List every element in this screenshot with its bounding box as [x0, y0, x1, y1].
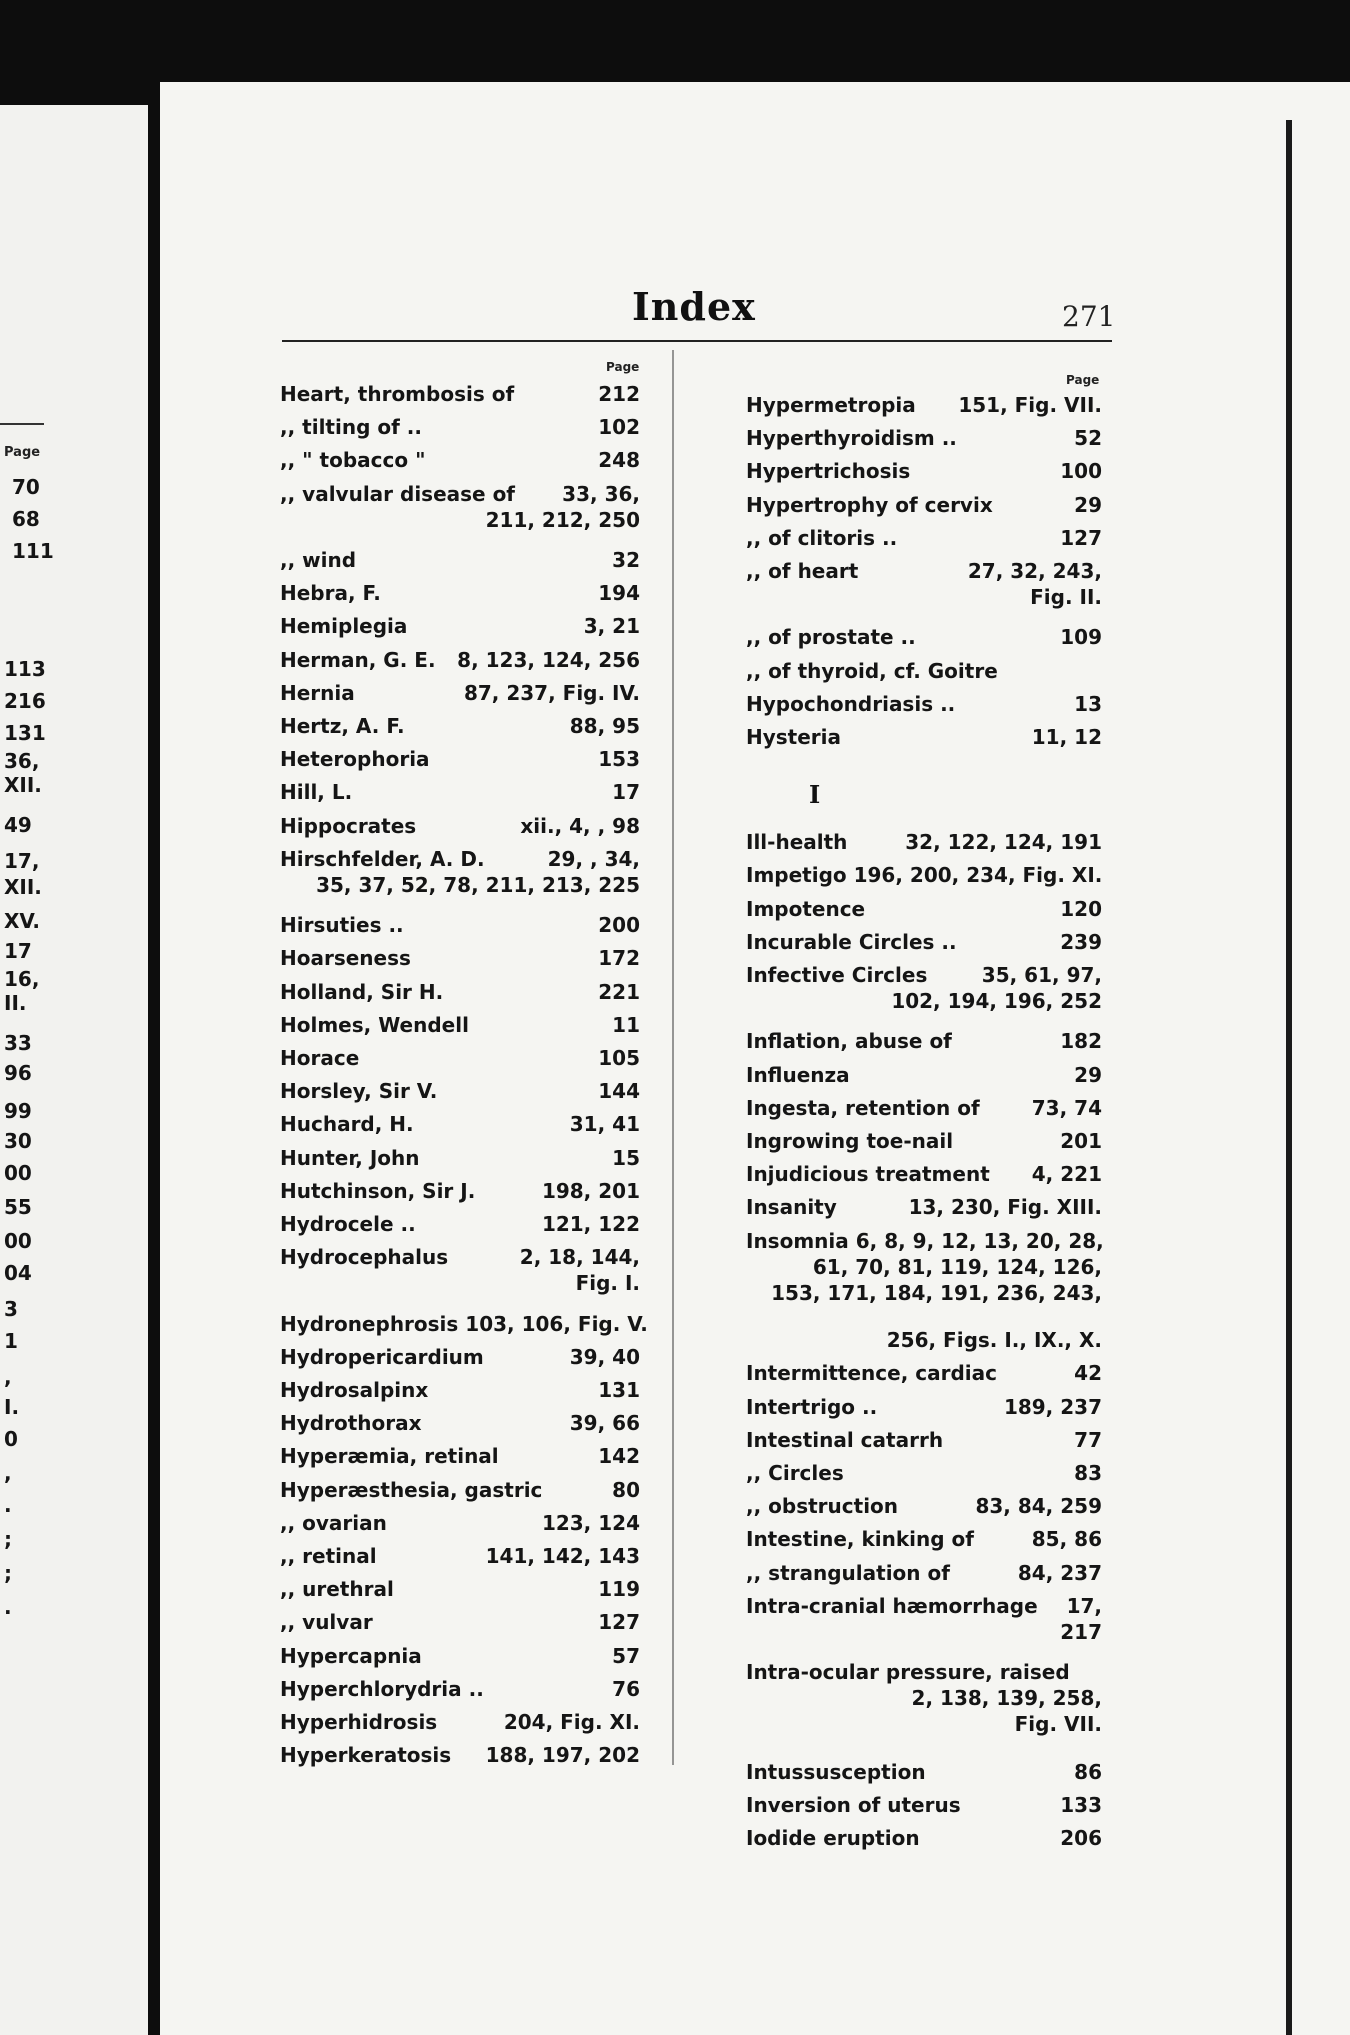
index-page-refs: 73, 74: [1031, 1095, 1102, 1120]
index-entry: [746, 1494, 1102, 1518]
left-page-fragment-text: 68: [12, 507, 40, 531]
index-page-refs: 4, 221: [1031, 1162, 1102, 1187]
index-entry: [280, 1411, 640, 1435]
index-entry: [280, 747, 640, 771]
index-term: Impotence: [746, 896, 866, 921]
index-page-refs: 198, 201: [541, 1178, 640, 1203]
index-page-refs: 86: [1074, 1759, 1102, 1784]
index-term: Ill-health: [746, 830, 848, 855]
index-page-refs: 85, 86: [1031, 1527, 1102, 1552]
index-entry: [280, 1179, 640, 1203]
index-entry: [746, 930, 1102, 954]
index-page-refs: 32, 122, 124, 191: [905, 830, 1102, 855]
index-term: Hebra, F.: [280, 581, 381, 606]
index-entry: [280, 1345, 640, 1369]
index-page-refs: 221: [598, 979, 640, 1004]
index-page-refs: 27, 32, 243,: [967, 559, 1102, 583]
left-page-fragment-text: 216: [4, 689, 46, 713]
index-page-refs: 121, 122: [541, 1212, 640, 1236]
left-page-fragment-text: .: [4, 1493, 12, 1517]
index-term: ,, of heart: [746, 559, 859, 583]
index-term: Iodide eruption: [746, 1826, 920, 1851]
index-page-refs: 83: [1074, 1461, 1102, 1485]
left-page-fragment-text: .: [4, 1595, 12, 1619]
head-rule: [282, 340, 1112, 342]
index-entry: [746, 426, 1102, 450]
index-entry: [746, 1660, 1102, 1737]
index-page-refs: 109: [1060, 625, 1102, 650]
index-entry: [746, 897, 1102, 921]
index-entry: [280, 980, 640, 1004]
index-term: ,, tilting of ..: [280, 415, 422, 440]
index-page-refs: 200: [598, 913, 640, 938]
index-term: Hydrosalpinx: [280, 1378, 429, 1402]
index-page-refs: 80: [612, 1477, 640, 1502]
index-entry: [746, 1561, 1102, 1585]
index-entry: [746, 459, 1102, 483]
index-refs-continued: 61, 70, 81, 119, 124, 126,: [812, 1254, 1102, 1279]
left-page-fragment-text: II.: [4, 991, 27, 1015]
left-page-fragment-text: 30: [4, 1129, 32, 1153]
index-term: ,, of thyroid, cf. Goitre: [746, 658, 998, 683]
index-entry: [280, 1743, 640, 1767]
index-page-refs: 29: [1074, 492, 1102, 517]
index-entry: [746, 1328, 1102, 1352]
index-term: Hypermetropia: [746, 393, 916, 417]
index-entry: [280, 1577, 640, 1601]
left-page-fragment-text: XV.: [4, 909, 40, 933]
index-entry: [746, 692, 1102, 716]
index-page-refs: 144: [598, 1079, 640, 1104]
index-term: Hypertrichosis: [746, 459, 911, 484]
index-page-refs: 17,: [1066, 1593, 1102, 1618]
index-entry: [280, 1478, 640, 1502]
index-page-refs: 123, 124: [541, 1510, 640, 1535]
index-refs-continued: 35, 37, 52, 78, 211, 213, 225: [316, 872, 640, 897]
index-entry: [746, 1793, 1102, 1817]
index-entry: [746, 1063, 1102, 1087]
index-entry: [280, 780, 640, 804]
index-page-refs: 42: [1074, 1361, 1102, 1386]
left-page-fragment: [0, 105, 148, 2035]
index-term: Infective Circles: [746, 963, 928, 987]
left-page-fragment-text: ;: [4, 1561, 12, 1585]
left-column-page-label: Page: [606, 360, 640, 374]
index-page-refs: 153: [598, 747, 640, 772]
index-page-refs: 77: [1074, 1427, 1102, 1452]
index-page-refs: 8, 123, 124, 256: [457, 647, 640, 672]
index-page-refs: 17: [612, 780, 640, 805]
index-entry: [280, 1079, 640, 1103]
index-entry: [746, 1228, 1104, 1305]
left-page-fragment-text: 113: [4, 657, 46, 681]
index-page-refs: 212: [598, 382, 640, 406]
index-refs-continued: 102, 194, 196, 252: [891, 989, 1102, 1013]
index-page-refs: 256, Figs. I., IX., X.: [886, 1328, 1102, 1353]
index-term: Huchard, H.: [280, 1112, 414, 1137]
index-term: Holmes, Wendell: [280, 1012, 469, 1037]
index-term: Heterophoria: [280, 747, 430, 772]
left-page-fragment-text: 49: [4, 813, 32, 837]
index-page-refs: 29, , 34,: [547, 846, 640, 871]
left-page-fragment-text: 3: [4, 1297, 18, 1321]
index-page-refs: 151, Fig. VII.: [958, 393, 1102, 417]
index-entry: [280, 548, 640, 572]
index-page-refs: 32: [612, 548, 640, 572]
left-page-fragment-text: 17: [4, 939, 32, 963]
page-gutter-shadow: [1286, 120, 1292, 2035]
index-entry: [280, 1046, 640, 1070]
index-entry: [280, 913, 640, 937]
index-entry: [746, 1162, 1102, 1186]
index-page-refs: 141, 142, 143: [485, 1544, 640, 1568]
index-entry: [280, 846, 640, 897]
left-page-fragment-text: 04: [4, 1261, 32, 1285]
index-term: Hill, L.: [280, 780, 353, 805]
index-term: ,, strangulation of: [746, 1560, 950, 1585]
index-entry: [746, 393, 1102, 417]
index-term: Hypertrophy of cervix: [746, 492, 993, 517]
index-entry: [746, 1361, 1102, 1385]
index-entry: [280, 614, 640, 638]
index-page-refs: 29: [1074, 1062, 1102, 1087]
index-page-refs: 206: [1060, 1826, 1102, 1851]
index-page-refs: 13, 230, Fig. XIII.: [908, 1195, 1102, 1220]
index-term: Insomnia 6, 8, 9, 12, 13, 20, 28,: [746, 1228, 1104, 1253]
index-entry: [280, 1112, 640, 1136]
index-term: Hippocrates: [280, 813, 417, 838]
index-page-refs: 13: [1074, 691, 1102, 716]
index-page-refs: 127: [598, 1610, 640, 1635]
index-refs-continued: 211, 212, 250: [485, 507, 640, 532]
index-entry: [746, 1395, 1102, 1419]
left-page-label: Page: [4, 445, 41, 460]
index-page-refs: 133: [1060, 1793, 1102, 1817]
index-entry: [280, 1710, 640, 1734]
index-entry: [280, 481, 640, 532]
index-page-refs: 52: [1074, 426, 1102, 451]
index-term: Hyperæmia, retinal: [280, 1444, 499, 1469]
running-head: Index: [632, 284, 756, 329]
left-page-fragment-text: 70: [12, 475, 40, 499]
index-entry: [746, 1461, 1102, 1485]
index-entry: [746, 1129, 1102, 1153]
index-entry: [746, 1593, 1102, 1644]
index-page-refs: 100: [1060, 459, 1102, 484]
index-term: Holland, Sir H.: [280, 979, 444, 1004]
index-term: Influenza: [746, 1062, 850, 1087]
index-term: Hirschfelder, A. D.: [280, 846, 485, 871]
index-term: ,, valvular disease of: [280, 481, 516, 506]
index-refs-continued: 217: [1060, 1619, 1102, 1644]
index-term: ,, of clitoris ..: [746, 525, 898, 550]
left-page-fragment-text: XII.: [4, 773, 42, 797]
index-term: Hysteria: [746, 725, 842, 749]
index-term: Hydrocele ..: [280, 1212, 416, 1236]
index-entry: [280, 1378, 640, 1402]
index-term: Impetigo 196, 200, 234, Fig. XI.: [746, 863, 1103, 888]
index-term: Inflation, abuse of: [746, 1029, 952, 1054]
index-page-refs: 31, 41: [569, 1112, 640, 1137]
index-term: Ingrowing toe-nail: [746, 1129, 954, 1153]
index-term: Hoarseness: [280, 946, 411, 971]
index-entry: [280, 448, 640, 472]
index-entry: [280, 1544, 640, 1568]
index-entry: [280, 1511, 640, 1535]
index-term: Hyperchlorydria ..: [280, 1676, 484, 1701]
index-page-refs: 88, 95: [569, 714, 640, 738]
index-page-refs: 76: [612, 1676, 640, 1701]
index-page-refs: 39, 66: [569, 1411, 640, 1436]
index-page-refs: 39, 40: [569, 1344, 640, 1369]
index-refs-continued: 153, 171, 184, 191, 236, 243,: [771, 1280, 1102, 1305]
index-term: Ingesta, retention of: [746, 1095, 980, 1120]
index-page-refs: 201: [1060, 1129, 1102, 1153]
index-refs-continued: Fig. I.: [575, 1271, 640, 1296]
index-entry: [280, 1444, 640, 1468]
index-term: Intertrigo ..: [746, 1394, 878, 1419]
index-entry: [746, 1428, 1102, 1452]
left-page-fragment-text: 1: [4, 1329, 18, 1353]
index-term: Hertz, A. F.: [280, 714, 405, 738]
index-page-refs: 239: [1060, 929, 1102, 954]
index-term: ,, ovarian: [280, 1510, 387, 1535]
left-page-fragment-text: I.: [4, 1395, 20, 1419]
index-term: Hemiplegia: [280, 614, 408, 639]
index-entry: [746, 725, 1102, 749]
left-page-fragment-text: 00: [4, 1229, 32, 1253]
index-entry: [280, 1644, 640, 1668]
index-term: Hirsuties ..: [280, 913, 404, 938]
index-entry: [746, 1527, 1102, 1551]
index-page-refs: 204, Fig. XI.: [503, 1710, 640, 1734]
index-entry: [280, 382, 640, 406]
index-entry: [746, 625, 1102, 649]
index-entry: [746, 863, 1102, 887]
left-page-fragment-text: 0: [4, 1427, 18, 1451]
left-page-fragment-text: 99: [4, 1099, 32, 1123]
right-column-page-label: Page: [1066, 373, 1100, 387]
index-term: Hypercapnia: [280, 1643, 422, 1668]
index-term: ,, obstruction: [746, 1494, 899, 1519]
index-term: Intestine, kinking of: [746, 1527, 974, 1552]
index-term: Inversion of uterus: [746, 1793, 961, 1817]
index-page-refs: 119: [598, 1577, 640, 1602]
index-page-refs: 87, 237, Fig. IV.: [463, 680, 640, 705]
index-page-refs: xii., 4, , 98: [520, 813, 640, 838]
index-entry: [280, 814, 640, 838]
section-letter: I: [809, 780, 821, 809]
left-page-fragment-text: 33: [4, 1031, 32, 1055]
index-entry: [746, 659, 1102, 683]
index-page-refs: 11, 12: [1031, 725, 1102, 749]
index-entry: [280, 1212, 640, 1236]
left-page-fragment-text: 111: [12, 539, 54, 563]
left-head-rule: [0, 423, 44, 425]
index-entry: [746, 526, 1102, 550]
column-divider: [672, 350, 674, 1765]
index-term: Horsley, Sir V.: [280, 1079, 438, 1104]
index-page-refs: 172: [598, 946, 640, 971]
index-entry: [280, 1677, 640, 1701]
index-entry: [280, 1311, 648, 1336]
index-page-refs: 142: [598, 1444, 640, 1469]
index-term: ,, Circles: [746, 1461, 844, 1485]
index-entry: [280, 581, 640, 605]
index-term: Intermittence, cardiac: [746, 1361, 998, 1386]
left-page-fragment-text: 00: [4, 1161, 32, 1185]
index-entry: [746, 1195, 1102, 1219]
index-page-refs: 105: [598, 1046, 640, 1070]
index-term: Herman, G. E.: [280, 647, 436, 672]
index-term: ,, urethral: [280, 1577, 394, 1602]
index-page-refs: 35, 61, 97,: [981, 963, 1102, 987]
index-page-refs: 127: [1060, 525, 1102, 550]
index-page-refs: 194: [598, 581, 640, 606]
index-entry: [280, 714, 640, 738]
index-term: Incurable Circles ..: [746, 929, 957, 954]
index-page-refs: 131: [598, 1378, 640, 1402]
index-entry: [746, 559, 1102, 609]
index-term: Hydronephrosis 103, 106, Fig. V.: [280, 1311, 648, 1336]
index-term: Horace: [280, 1046, 360, 1070]
index-entry: [746, 830, 1102, 854]
index-page-refs: 3, 21: [583, 614, 640, 639]
index-page-refs: 2, 18, 144,: [519, 1245, 640, 1270]
left-page-fragment-text: XII.: [4, 875, 42, 899]
index-entry: [746, 1760, 1102, 1784]
index-page-refs: 84, 237: [1017, 1560, 1102, 1585]
index-entry: [280, 1245, 640, 1296]
index-page-refs: 33, 36,: [562, 481, 640, 506]
index-entry: [280, 681, 640, 705]
page-number: 271: [1062, 300, 1116, 333]
index-term: Hyperkeratosis: [280, 1743, 452, 1768]
left-page-fragment-text: 131: [4, 721, 46, 745]
index-page-refs: 120: [1060, 896, 1102, 921]
index-page-refs: 15: [612, 1145, 640, 1170]
index-term: Intra-cranial hæmorrhage: [746, 1593, 1038, 1618]
index-term: Hyperæsthesia, gastric: [280, 1477, 543, 1502]
index-term: ,, of prostate ..: [746, 625, 916, 650]
index-entry: [746, 493, 1102, 517]
index-term: Intestinal catarrh: [746, 1427, 944, 1452]
index-term: Heart, thrombosis of: [280, 382, 515, 406]
index-term: ,, wind: [280, 548, 357, 572]
left-page-fragment-text: ;: [4, 1527, 12, 1551]
index-page-refs: 102: [598, 415, 640, 440]
index-term: Hyperhidrosis: [280, 1710, 438, 1734]
index-term: Hydrothorax: [280, 1411, 422, 1436]
index-term: Injudicious treatment: [746, 1162, 990, 1187]
index-term: Hutchinson, Sir J.: [280, 1178, 476, 1203]
index-entry: [280, 1146, 640, 1170]
left-page-fragment-text: ,: [4, 1365, 12, 1389]
index-page-refs: 57: [612, 1643, 640, 1668]
index-term: Hydropericardium: [280, 1344, 484, 1369]
left-page-fragment-text: 36,: [4, 749, 40, 773]
index-page-refs: 188, 197, 202: [485, 1743, 640, 1768]
index-entry: [280, 415, 640, 439]
index-term: Hydrocephalus: [280, 1245, 449, 1270]
index-term: Insanity: [746, 1195, 837, 1220]
index-entry: [746, 1029, 1102, 1053]
index-term: Hernia: [280, 680, 355, 705]
left-page-fragment-text: 17,: [4, 849, 40, 873]
index-page-refs: 189, 237: [1003, 1394, 1102, 1419]
index-entry: [746, 963, 1102, 1013]
index-entry: [746, 1826, 1102, 1850]
index-entry: [280, 1610, 640, 1634]
index-term: Hunter, John: [280, 1145, 420, 1170]
index-term: ,, retinal: [280, 1544, 377, 1568]
left-page-fragment-text: 55: [4, 1195, 32, 1219]
index-page-refs: 248: [598, 448, 640, 473]
index-refs-continued: 2, 138, 139, 258,: [911, 1686, 1102, 1711]
index-term: ,, " tobacco ": [280, 448, 426, 473]
index-refs-continued: Fig. VII.: [1014, 1712, 1102, 1737]
index-term: ,, vulvar: [280, 1610, 373, 1635]
index-term: Intussusception: [746, 1759, 926, 1784]
index-refs-continued: Fig. II.: [1030, 585, 1102, 609]
index-page-refs: 11: [612, 1012, 640, 1037]
left-page-fragment-text: 16,: [4, 967, 40, 991]
left-page-fragment-text: ,: [4, 1461, 12, 1485]
index-page-refs: 83, 84, 259: [975, 1494, 1102, 1519]
index-page-refs: 182: [1060, 1029, 1102, 1054]
index-term: Hyperthyroidism ..: [746, 426, 957, 451]
index-entry: [280, 648, 640, 672]
index-term: Hypochondriasis ..: [746, 691, 956, 716]
left-page-fragment-text: 96: [4, 1061, 32, 1085]
index-term: Intra-ocular pressure, raised: [746, 1660, 1070, 1685]
index-entry: [280, 946, 640, 970]
index-entry: [746, 1096, 1102, 1120]
index-entry: [280, 1013, 640, 1037]
